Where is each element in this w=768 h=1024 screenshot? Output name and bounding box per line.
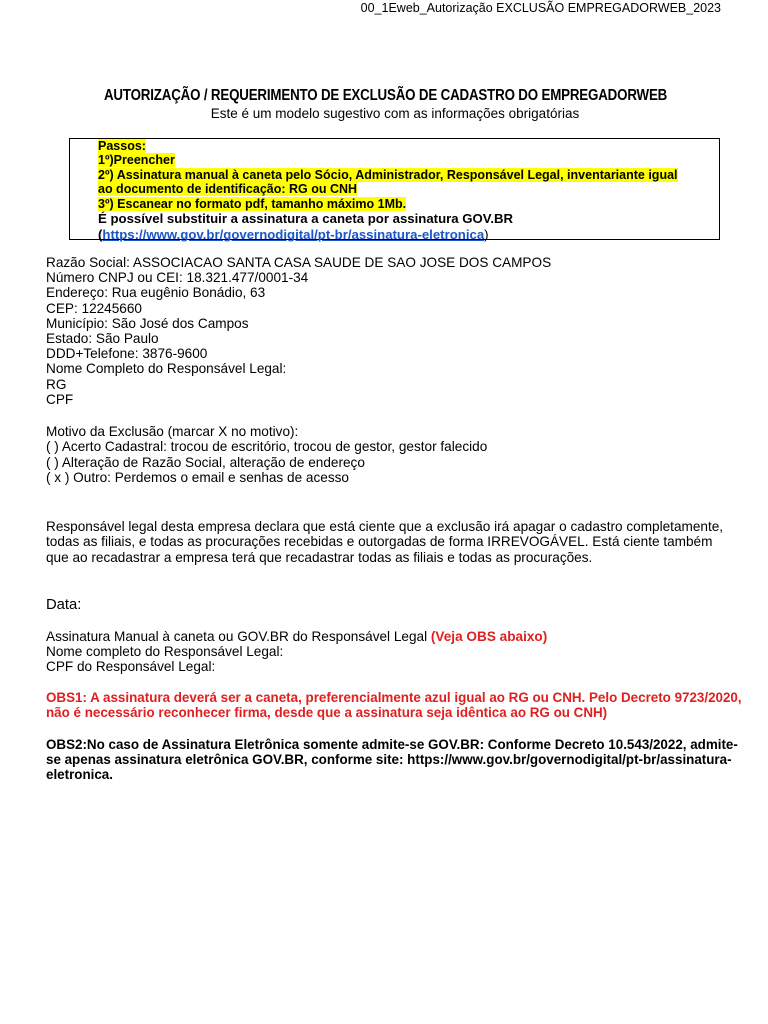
document-title: AUTORIZAÇÃO / REQUERIMENTO DE EXCLUSÃO DE CADASTRO DO EMPREGADORWEB [103, 87, 668, 104]
signature-name-line: Nome completo do Responsável Legal: [46, 644, 284, 660]
document-file-reference: 00_1Eweb_Autorização EXCLUSÃO EMPREGADORWEB_2023 [360, 1, 721, 15]
link-open-paren: ( [98, 226, 103, 242]
step-2-line-1: 2º) Assinatura manual à caneta pelo Sócio, Administrador, Responsável Legal, inventariante igual [98, 167, 678, 182]
field-razao-social: Razão Social: ASSOCIACAO SANTA CASA SAUDE DE SAO JOSE DOS CAMPOS [46, 255, 552, 270]
field-cnpj: Número CNPJ ou CEI: 18.321.477/0001-34 [46, 270, 309, 286]
field-municipio: Município: São José dos Campos [46, 315, 249, 331]
steps-box [69, 138, 720, 240]
govbr-note: É possível substituir a assinatura a caneta por assinatura GOV.BR [98, 211, 514, 227]
signature-cpf-line: CPF do Responsável Legal: [46, 659, 216, 675]
reason-option-acerto-cadastral: ( ) Acerto Cadastral: trocou de escritório, trocou de gestor, gestor falecido [46, 439, 488, 455]
field-rg: RG [46, 376, 67, 392]
steps-heading: Passos: [98, 139, 146, 153]
field-estado: Estado: São Paulo [46, 331, 159, 347]
company-fields [46, 255, 551, 407]
date-label: Data: [46, 597, 82, 613]
field-responsavel: Nome Completo do Responsável Legal: [46, 361, 287, 377]
link-close-paren: ) [484, 226, 489, 242]
step-3: 3º) Escanear no formato pdf, tamanho máximo 1Mb. [98, 196, 407, 211]
field-cpf: CPF [46, 391, 74, 407]
exclusion-reason [46, 424, 487, 486]
reason-option-alteracao: ( ) Alteração de Razão Social, alteração de endereço [46, 454, 365, 470]
obs2-note: OBS2:No caso de Assinatura Eletrônica somente admite-se GOV.BR: Conforme Decreto 10.543/2022, admite-se apenas assinatura eletrônica GOV.BR, conforme site: https://www.gov.br/governodigital/pt-br/assinatura-eletronica. [46, 737, 738, 782]
document-subtitle: Este é um modelo sugestivo com as informações obrigatórias [210, 106, 580, 121]
reason-option-outro: ( x ) Outro: Perdemos o email e senhas de acesso [46, 470, 349, 486]
step-1: 1º)Preencher [98, 153, 175, 168]
signature-obs-note: (Veja OBS abaixo) [430, 629, 548, 644]
declaration-paragraph: Responsável legal desta empresa declara que está ciente que a exclusão irá apagar o cadastro completamente, todas as filiais, e todas as procurações recebidas e outorgadas de forma IRREVOGÁVEL. Está ciente também que ao recadastrar a empresa terá que recadastrar todas as filiais e todas as procurações. [46, 519, 724, 565]
obs1-note: OBS1: A assinatura deverá ser a caneta, preferencialmente azul igual ao RG ou CNH. Pelo Decreto 9723/2020, não é necessário reconhecer firma, desde que a assinatura seja idêntica ao RG ou CNH) [46, 690, 742, 721]
field-cep: CEP: 12245660 [46, 300, 142, 316]
reason-heading: Motivo da Exclusão (marcar X no motivo): [46, 424, 299, 439]
step-2-line-2: ao documento de identificação: RG ou CNH [98, 182, 358, 197]
field-endereco: Endereço: Rua eugênio Bonádio, 63 [46, 285, 266, 301]
signature-block [46, 629, 547, 675]
signature-line: Assinatura Manual à caneta ou GOV.BR do Responsável Legal [46, 629, 431, 644]
field-telefone: DDD+Telefone: 3876-9600 [46, 346, 208, 362]
govbr-signature-link[interactable]: https://www.gov.br/governodigital/pt-br/assinatura-eletronica [102, 226, 485, 242]
